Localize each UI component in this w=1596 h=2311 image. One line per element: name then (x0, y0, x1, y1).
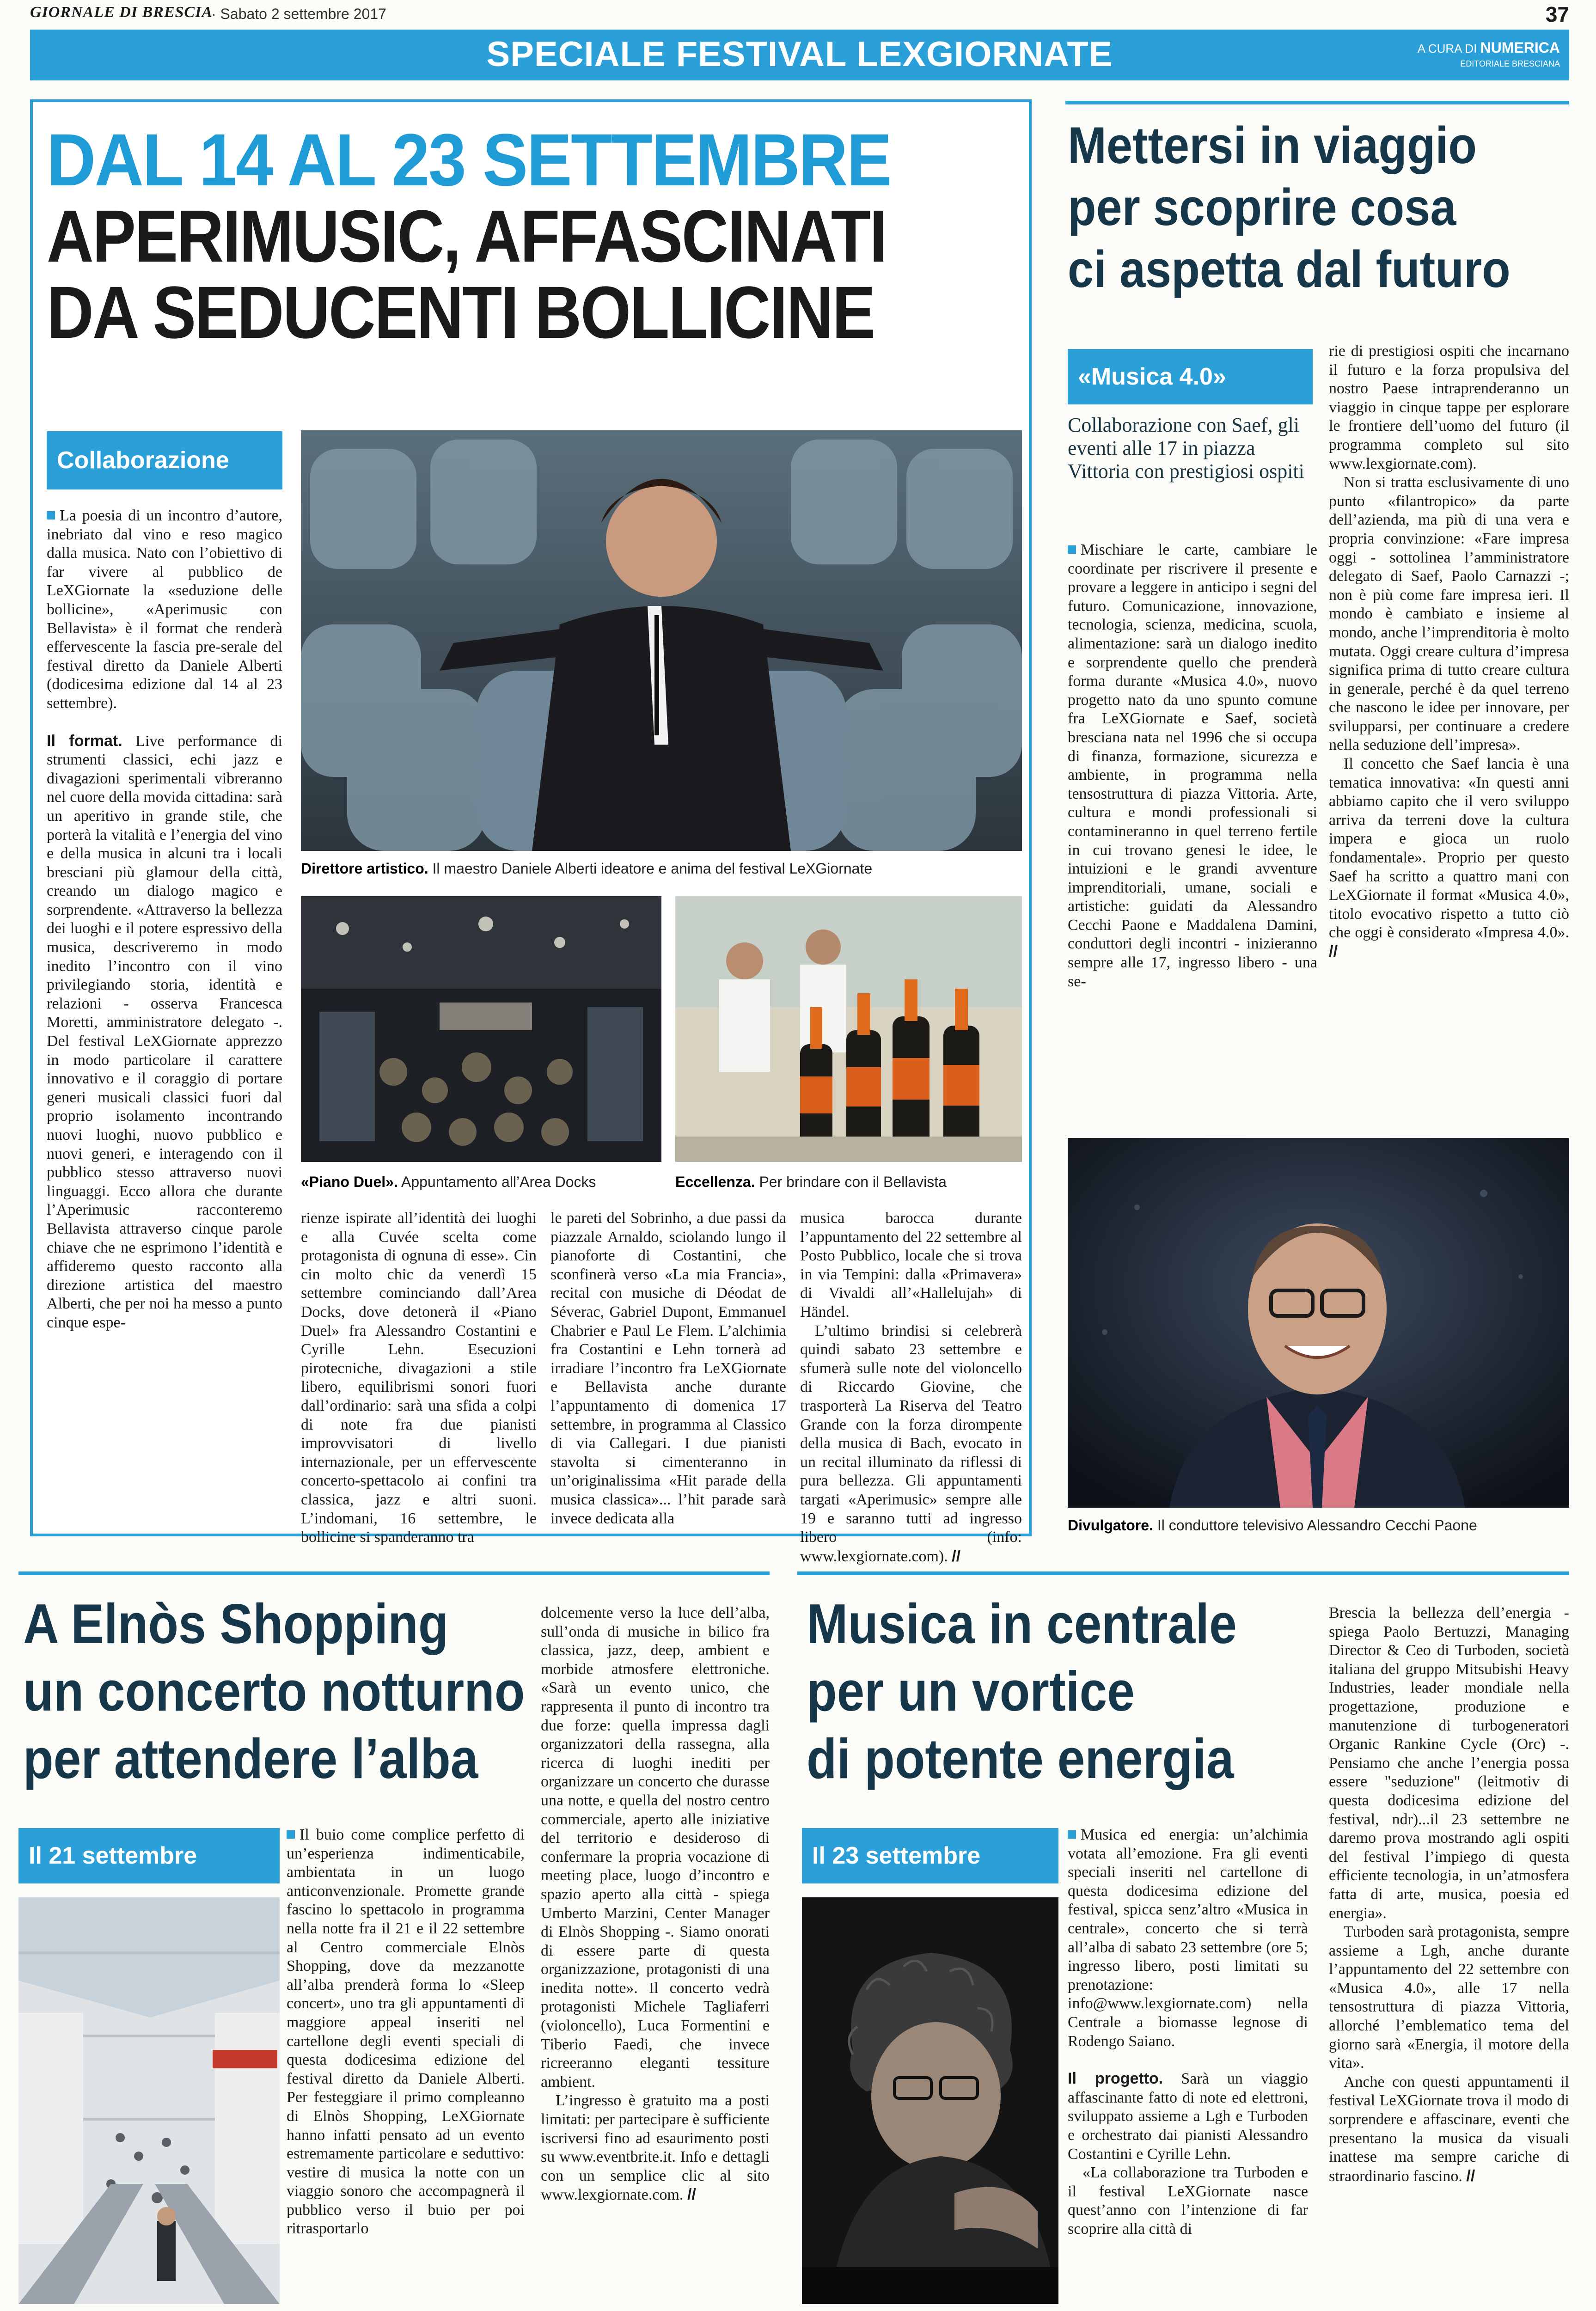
director-photo-image (301, 430, 1022, 851)
article-column-1: Musica ed energia: un’alchimia votata all’emozione. Fra gli eventi speciali inseriti nel cartellone di questa dodicesima edizione del festival, spicca senz’altro «Musica in centrale», concerto che si terrà all’alba di sabato 23 settembre (ore 5; ingresso libero, posti limitati su prenotazione: info@www.lexgiornate.com) nella Centrale a biomasse legnose di Rodengo Saiano. Il progetto. Sarà un viaggio affascinante fatto di note ed elettroni, sviluppato assieme a Lgh e Turboden e orchestrato dai pianisti Alessandro Costantini e Cyrille Lehn. «La collaborazione tra Turboden e il festival LeXGiornate nasce quest’anno con l’intenzione di far scoprire alla città di (1068, 1826, 1308, 2238)
article-title-line1: APERIMUSIC, AFFASCINATI (47, 195, 887, 277)
article-title-line3: di potente energia (807, 1727, 1234, 1790)
rodengo-photo-image (802, 1897, 1058, 2304)
end-mark: // (1329, 943, 1338, 960)
caption-piano-duel: «Piano Duel». Appuntamento all’Area Docks (301, 1174, 596, 1190)
article-title (807, 1590, 1237, 1792)
article-column-4: musica barocca durante l’appuntamento del 22 settembre al Posto Pubblico, locale che si trova in via Tempini: dalla «Primavera» di Vivaldi all’«Hallelujah» di Händel. L’ultimo brindisi si celebrerà quindi sabato 23 settembre e sfumerà sulle note del violoncello di Riccardo Giovine, che trasporterà La Riserva del Teatro Grande con la forza dirompente della musica di Bach, evocato in un recital illuminato da riflessi di pura bellezza. Gli appuntamenti targati «Aperimusic» sempre alle 19 e saranno tutti ad ingresso libero (info: www.lexgiornate.com). // (800, 1209, 1022, 1566)
paragraph-intro: Il buio come complice perfetto di un’esperienza indimenticabile, ambientata in un luogo anticonvenzionale. Promette grande fascino lo spettacolo in programma nella notte fra il 21 e il 22 settembre al Centro commerciale Elnòs Shopping, dove da mezzanotte all’alba prenderà forma lo «Sleep concert», uno tra gli appuntamenti di maggiore appeal inseriti nel cartellone degli eventi speciali di questa dodicesima edizione del festival diretto da Daniele Alberti. Per festeggiare il primo compleanno di Elnòs Shopping, LeXGiornate hanno infatti pensato ad un evento estremamente particolare e seduttivo: vestire di musica la notte con un viaggio sonoro che accompagnerà il pubblico verso il buio per poi ritrasportarlo (287, 1826, 525, 2238)
section-label: Il 21 settembre (18, 1828, 280, 1883)
article-column-1 (287, 1826, 525, 2238)
article-title (1068, 115, 1510, 300)
caption-cecchi-paone: Divulgatore. Il conduttore televisivo Alessandro Cecchi Paone (1068, 1517, 1477, 1534)
photo-bellavista (675, 896, 1022, 1162)
article-lead: Collaborazione con Saef, gli eventi alle 17 in piazza Vittoria con prestigiosi ospiti (1068, 414, 1304, 483)
article-rule (1065, 101, 1569, 104)
end-mark: // (1466, 2167, 1475, 2185)
newspaper-name: GIORNALE DI BRESCIA (30, 4, 213, 21)
bullet-square (47, 511, 55, 520)
article-column-3: le pareti del Sobrinho, a due passi da piazzale Arnaldo, sciolando lungo il pianoforte di Costantini, che sconfinerà verso «La mia Francia», recital con musiche di Déodat de Séverac, Gabriel Dupont, Emmanuel Chabrier e Paul Le Flem. L’alchimia fra Costantini e Lehn tornerà ad irradiare l’incontro fra LeXGiornate e Bellavista anche durante l’appuntamento di domenica 17 settembre, in programma al Classico di via Callegari. I due pianisti stavolta si cimenteranno in un’originalissima «Hit parade della musica classica»... l’hit parade sarà invece dedicata alla (550, 1210, 786, 1527)
article-title-line3: per attendere l’alba (23, 1727, 478, 1790)
article-title-line3: ci aspetta dal futuro (1068, 240, 1510, 298)
piano-duel-photo-image (301, 896, 661, 1162)
article-rule (18, 1571, 770, 1575)
photo-rodengo (802, 1897, 1058, 2304)
section-label: Collaborazione (47, 431, 282, 489)
article-aperimusic (30, 99, 1032, 1565)
paragraph-format: Il format. Live performance di strumenti classici, echi jazz e divagazioni sperimentali vibreranno nel cuore della movida cittadina: sarà un aperitivo in grande stile, che porterà la vitalità e l’energia del vino e della musica in alcuni tra i locali bresciani più glamour della città, creando un dialogo magico e sorprendente. «Attraverso la bellezza dei luoghi e il potere espressivo della musica, descriveremo in modo inedito l’incontro con il vino privilegiando storia, identità e relazioni - osserva Francesca Moretti, amministratore delegato -. Del festival LeXGiornate apprezzo in modo particolare il carattere innovativo e il coraggio di portare generi musicali classici fuori dal proprio isolamento incontrando nuovi luoghi, nuovo pubblico e nuovi generi, e interagendo con il pubblico stesso attraverso nuovi linguaggi. Ecco allora che durante l’Aperimusic racconteremo Bellavista attraverso cinque parole chiave che ne esprimono l’identità e affideremo questo racconto alla direzione artistica del maestro Alberti, che per noi ha messo a punto cinque espe- (47, 732, 283, 1331)
bullet-square (1068, 1830, 1076, 1839)
caption-director: Direttore artistico. Il maestro Daniele Alberti ideatore e anima del festival LeXGiornate (301, 860, 873, 877)
page-header (30, 0, 1569, 28)
end-mark: // (687, 2186, 696, 2204)
article-title-line2: DA SEDUCENTI BOLLICINE (47, 271, 874, 354)
article-column-2: Brescia la bellezza dell’energia - spiega Paolo Bertuzzi, Managing Director & Ceo di Turboden, società italiana del gruppo Mitsubishi Heavy Industries, leader mondiale nella progettazione, produzione e manutenzione di turbogeneratori Organic Rankine Cycle (Orc) -. Pensiamo che anche l’energia possa essere "seduzione" (leitmotiv di questa dodicesima edizione del festival, ndr)...il 23 settembre ne daremo prova mostrando agli ospiti del festival l’impiego di questa efficiente tecnologia, in un’atmosfera fatta di arte, musica, poesia ed energia». Turboden sarà protagonista, sempre assieme a Lgh, anche durante l’appuntamento del 22 settembre con «Musica 4.0», alle 17 nella tensostruttura di piazza Vittoria, allorché l’emblematico tema del giorno sarà «Energia, il motore della vita». Anche con questi appuntamenti il festival LeXGiornate trova il modo di sorprendere e affascinare, eventi che presentano la musica da visuali inattese ma sempre cariche di straordinario fascino. // (1329, 1604, 1569, 2186)
section-title: SPECIALE FESTIVAL LEXGIORNATE (486, 35, 1113, 74)
bullet-square (287, 1830, 295, 1839)
section-label: «Musica 4.0» (1068, 349, 1313, 404)
photo-galleria (18, 1897, 280, 2304)
closing-paragraph: Il concetto che Saef lancia è una tematica innovativa: «In questi anni abbiamo capito che il vero sviluppo arriva da terreni dove la cultura impera e gioca un ruolo fondamentale». Proprio per questo Saef ha scritto a quattro mani con LeXGiornate il format «Musica 4.0», titolo evocativo rispetto a tutto ciò che oggi è considerato «Impresa 4.0». // (1329, 755, 1569, 960)
galleria-photo-image (18, 1897, 280, 2304)
closing-paragraph: Anche con questi appuntamenti il festival LeXGiornate trova il modo di sorprendere e affascinare, eventi che presentano la musica da visuali inattese ma sempre cariche di straordinario fascino. // (1329, 2073, 1569, 2185)
publisher-subtitle: EDITORIALE BRESCIANA (1460, 59, 1560, 68)
issue-date-text: Sabato 2 settembre 2017 (220, 6, 386, 22)
paragraph-project: Il progetto. Sarà un viaggio affascinante fatto di note ed elettroni, sviluppato assieme a Lgh e Turboden e orchestrato dai pianisti Alessandro Costantini e Cyrille Lehn. (1068, 2070, 1308, 2163)
publisher-credit (1418, 41, 1560, 71)
article-title-line2: per scoprire cosa (1068, 178, 1456, 236)
article-rule (797, 1571, 1569, 1575)
article-title-line2: per un vortice (807, 1660, 1135, 1723)
article-title-line1: Musica in centrale (807, 1592, 1237, 1655)
photo-director (301, 430, 1022, 851)
article-column-1 (47, 507, 282, 1333)
paragraph-intro: Musica ed energia: un’alchimia votata all’emozione. Fra gli eventi speciali inseriti nel cartellone di questa dodicesima edizione del festival, spicca senz’altro «Musica in centrale», concerto che si terrà all’alba di sabato 23 settembre (ore 5; ingresso libero, posti limitati su prenotazione: info@www.lexgiornate.com) nella Centrale a biomasse legnose di Rodengo Saiano. (1068, 1826, 1308, 2050)
section-banner (30, 30, 1569, 80)
cecchi-paone-photo-image (1068, 1138, 1569, 1508)
article-title-line2: un concerto notturno (23, 1660, 525, 1723)
end-mark: // (952, 1547, 961, 1565)
publisher-logo: NUMERICA (1480, 39, 1560, 56)
article-column-2: rie di prestigiosi ospiti che incarnano il futuro e la forza propulsiva del nostro Paese intraprenderanno un viaggio in cinque tappe per esplorare le frontiere dell’uomo del futuro (il programma completo sul sito www.lexgiornate.com). Non si tratta esclusivamente di uno punto «filantropico» da parte dell’azienda, ma più di una vera e propria convinzione: «Fare impresa oggi - sottolinea l’amministratore delegato di Saef, Paolo Carnazzi -; non è più come fare impresa ieri. Il mondo è cambiato e insieme al mondo, anche l’imprenditoria è molto mutata. Oggi creare cultura d’impresa significa prima di tutto creare cultura in generale, perché è da quel terreno che nascono le idee per innovare, per svilupparsi, per continuare a credere nella seduzione dell’impresa». Il concetto che Saef lancia è una tematica innovativa: «In questi anni abbiamo capito che il vero sviluppo arriva da terreni dove la cultura impera e gioca un ruolo fondamentale». Proprio per questo Saef ha scritto a quattro mani con LeXGiornate il format «Musica 4.0», titolo evocativo rispetto a tutto ciò che oggi è considerato «Impresa 4.0». // (1329, 342, 1569, 962)
article-kicker: DAL 14 AL 23 SETTEMBRE (47, 118, 891, 201)
article-title (23, 1590, 525, 1792)
page-number: 37 (1545, 2, 1569, 26)
photo-piano-duel (301, 896, 661, 1162)
credit-prefix: A CURA DI (1417, 42, 1477, 55)
article-column-2: rienze ispirate all’identità dei luoghi e alla Cuvée scelta come protagonista di ognuna di esse». Cin cin molto chic da venerdì 15 settembre cominciando dall’Area Docks, dove detonerà il «Piano Duel» fra Alessandro Costantini e Cyrille Lehn. Esecuzioni pirotecniche, divagazioni a stile libero, equilibrismi sonori fuori dall’ordinario: sarà una sfida a colpi di note fra due pianisti improvvisatori di livello internazionale, per un effervescente concerto-spettacolo ai confini tra classica, jazz e altri suoni. L’indomani, 16 settembre, le bollicine si spanderanno tra (301, 1210, 537, 1546)
caption-bellavista: Eccellenza. Per brindare con il Bellavista (675, 1174, 947, 1190)
section-label: Il 23 settembre (802, 1828, 1058, 1883)
article-column-1 (1068, 541, 1317, 991)
article-column-2: dolcemente verso la luce dell’alba, sull’onda di musiche in bilico fra classica, jazz, deep, ambient e morbide atmosfere elettroniche. «Sarà un evento unico, che rappresenta il punto di incontro tra due forze: quella impressa dagli organizzatori della rassegna, alla ricerca di luoghi inediti per organizzare un concerto che durasse una notte, e quella del nostro centro commerciale, aperto alle iniziative del territorio e desideroso di confermare la propria vocazione di meeting place, luogo d’incontro e spazio aperto alla città - spiega Umberto Marzini, Center Manager di Elnòs Shopping -. Siamo onorati di essere parte di questa organizzazione, protagonisti di una inedita notte». Il concerto vedrà protagonisti Michele Tagliaferri (violoncello), Luca Formentini e Tiberio Faedi, che invece ricreeranno eleganti tessiture ambient. L’ingresso è gratuito ma a posti limitati: per partecipare è sufficiente iscriversi fino ad esaurimento posti su www.eventbrite.it. Info e dettagli con un semplice clic al sito www.lexgiornate.com. // (541, 1604, 770, 2205)
issue-date: · Sabato 2 settembre 2017 (211, 6, 386, 22)
closing-paragraph: L’ultimo brindisi si celebrerà quindi sabato 23 settembre e sfumerà sulle note del violoncello di Riccardo Giovine, che trasporterà La Riserva del Teatro Grande con la forza dirompente della musica di Bach, evocato in un recital illuminato da riflessi di pura bellezza. Gli appuntamenti targati «Aperimusic» sempre alle 19 e saranno tutti ad ingresso libero (info: www.lexgiornate.com). // (800, 1322, 1022, 1565)
article-title-line1: A Elnòs Shopping (23, 1592, 449, 1655)
bullet-square (1068, 545, 1076, 554)
closing-paragraph: L’ingresso è gratuito ma a posti limitati: per partecipare è sufficiente iscriversi fino ad esaurimento posti su www.eventbrite.it. Info e dettagli con un semplice clic al sito www.lexgiornate.com. // (541, 2092, 770, 2204)
paragraph-intro: La poesia di un incontro d’autore, inebriato dal vino e reso magico dalla musica. Nato con l’obiettivo di far vivere al pubblico de LeXGiornate la «seduzione delle bollicine», «Aperimusic con Bellavista» è il format che renderà effervescente la fascia pre-serale del festival diretto da Daniele Alberti (dodicesima edizione dal 14 al 23 settembre). (47, 507, 282, 712)
photo-cecchi-paone (1068, 1138, 1569, 1508)
paragraph-intro: Mischiare le carte, cambiare le coordinate per riscrivere il presente e provare a leggere in anticipo i segni del futuro. Comunicazione, innovazione, tecnologia, scienza, medicina, scuola, alimentazione: sarà un dialogo inedito e sorprendente quello che prenderà forma durante «Musica 4.0», nuovo progetto nato da uno spunto comune fra LeXGiornate e Saef, società bresciana nata nel 1996 che si occupa di finanza, formazione, sicurezza e ambiente, in programma nella tensostruttura di piazza Vittoria. Arte, cultura e mondi professionali si contamineranno in quel terreno fertile in cui trovano genesi le idee, le intuizioni e le grandi avventure imprenditoriali, umane, sociali e artistiche: guidati da Alessandro Cecchi Paone e Maddalena Damini, conduttori degli incontri - inizieranno sempre alle 17, ingresso libero - una se- (1068, 541, 1317, 990)
bellavista-photo-image (675, 896, 1022, 1162)
article-title-line1: Mettersi in viaggio (1068, 116, 1477, 174)
